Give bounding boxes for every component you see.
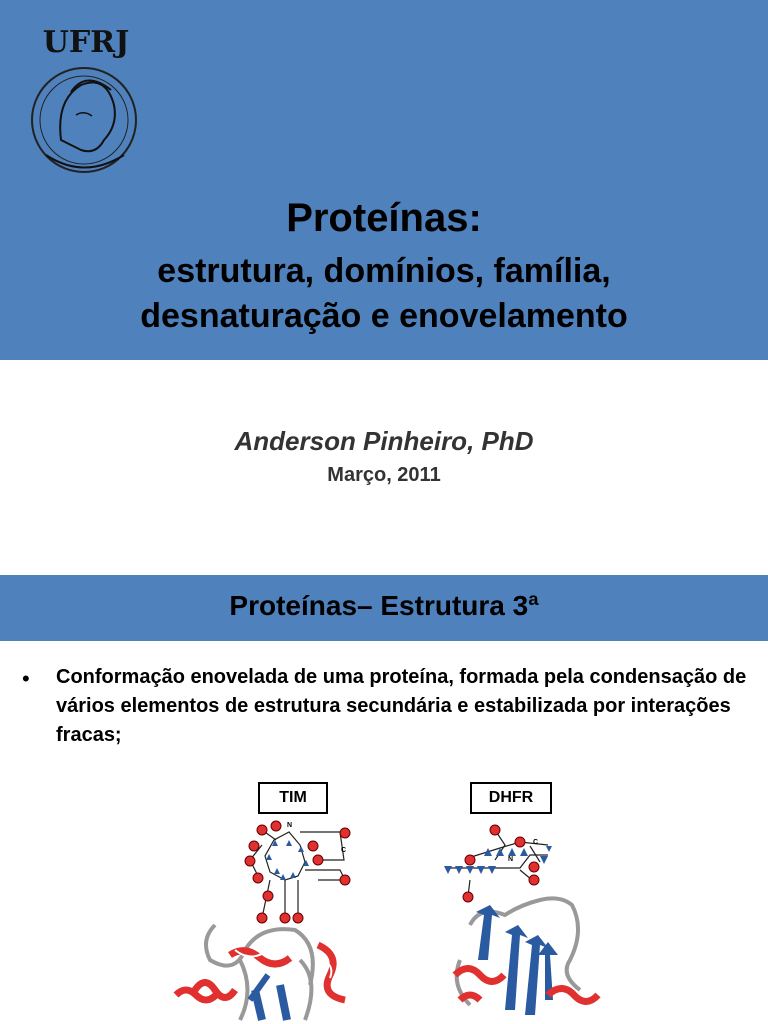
- author-name: Anderson Pinheiro, PhD: [234, 426, 534, 456]
- presentation-date: Março, 2011: [327, 464, 441, 486]
- slide1-subtitle-line1: estrutura, domínios, família,: [157, 252, 611, 290]
- svg-text:N: N: [508, 856, 514, 863]
- slide1-title: Proteínas:: [286, 196, 482, 240]
- dhfr-label: DHFR: [470, 782, 552, 814]
- svg-text:C: C: [341, 847, 347, 854]
- slide2-title: Proteínas– Estrutura 3ª: [229, 590, 539, 621]
- svg-text:N: N: [287, 822, 293, 829]
- svg-text:C: C: [533, 839, 539, 846]
- bullet-text: Conformação enovelada de uma proteína, formada pela condensação de vários elementos de estrutura secundária e estabilizada por interações fracas;: [56, 666, 747, 746]
- svg-text:UFRJ: UFRJ: [42, 25, 130, 60]
- dhfr-topology-diagram: [444, 825, 552, 902]
- bullet-marker: •: [22, 666, 30, 691]
- tim-topology-diagram: [245, 821, 350, 923]
- slide1-subtitle-line2: desnaturação e enovelamento: [140, 297, 628, 335]
- tim-label: TIM: [258, 782, 328, 814]
- tim-ribbon-structure: [176, 925, 345, 1020]
- dhfr-ribbon-structure: [455, 898, 598, 1015]
